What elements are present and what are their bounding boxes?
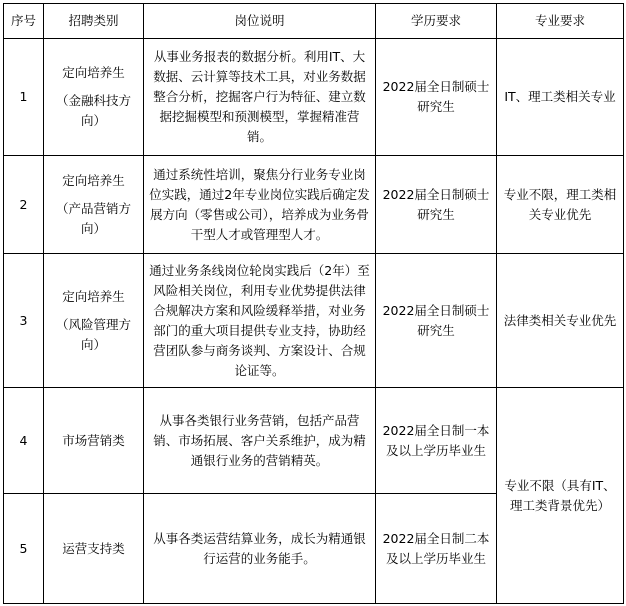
table-row: [4, 39, 624, 156]
description-cell: 通过系统性培训，聚焦分行业务专业岗位实践，通过2年专业岗位实践后确定发展方向（零售或公司），培养成为业务骨干型人才或管理型人才。: [144, 156, 376, 254]
category-cell: [44, 156, 144, 254]
table-row: [4, 254, 624, 388]
description-cell: 从事业务报表的数据分析。利用IT、大数据、云计算等技术工具，对业务数据整合分析，挖掘客户行为特征、建立数据挖掘模型和预测模型，掌握精准营销。: [144, 39, 376, 156]
header-major: 专业要求: [497, 4, 624, 39]
row-number: 4: [4, 388, 44, 494]
category-name: 市场营销类: [44, 388, 144, 494]
row-number: 2: [4, 156, 44, 254]
education-cell: 2022届全日制一本及以上学历毕业生: [376, 388, 497, 494]
category-cell: [44, 254, 144, 388]
row-number: 3: [4, 254, 44, 388]
education-cell: 2022届全日制硕士研究生: [376, 254, 497, 388]
table-row: [4, 156, 624, 254]
description-cell: 从事各类银行业务营销，包括产品营销、市场拓展、客户关系维护，成为精通银行业务的营销精英。: [144, 388, 376, 494]
education-cell: 2022届全日制硕士研究生: [376, 39, 497, 156]
header-row: [4, 4, 624, 39]
major-cell: 法律类相关专业优先: [497, 254, 624, 388]
table-row: [4, 388, 624, 494]
recruitment-table: [3, 3, 624, 604]
category-direction: （产品营销方向）: [55, 200, 131, 236]
major-cell: 专业不限（具有IT、理工类背景优先）: [497, 388, 624, 604]
header-education: 学历要求: [376, 4, 497, 39]
major-cell: 专业不限，理工类相关专业优先: [497, 156, 624, 254]
education-cell: 2022届全日制二本及以上学历毕业生: [376, 494, 497, 604]
education-cell: 2022届全日制硕士研究生: [376, 156, 497, 254]
category-name: 定向培养生: [62, 65, 125, 80]
category-cell: [44, 39, 144, 156]
description-cell: 通过业务条线岗位轮岗实践后（2年）至风险相关岗位，利用专业优势提供法律合规解决方案和风险缓释举措，对业务部门的重大项目提供专业支持，协助经营团队参与商务谈判、方案设计、合规论证等。: [144, 254, 376, 388]
description-cell: 从事各类运营结算业务，成长为精通银行运营的业务能手。: [144, 494, 376, 604]
header-number: 序号: [4, 4, 44, 39]
row-number: 1: [4, 39, 44, 156]
category-name: 定向培养生: [62, 172, 125, 188]
header-description: 岗位说明: [144, 4, 376, 39]
row-number: 5: [4, 494, 44, 604]
header-category: 招聘类别: [44, 4, 144, 39]
major-cell: IT、理工类相关专业: [497, 39, 624, 156]
category-direction: （金融科技方向）: [55, 93, 131, 128]
category-name: 运营支持类: [44, 494, 144, 604]
category-name: 定向培养生: [62, 288, 125, 304]
category-direction: （风险管理方向）: [55, 316, 131, 352]
